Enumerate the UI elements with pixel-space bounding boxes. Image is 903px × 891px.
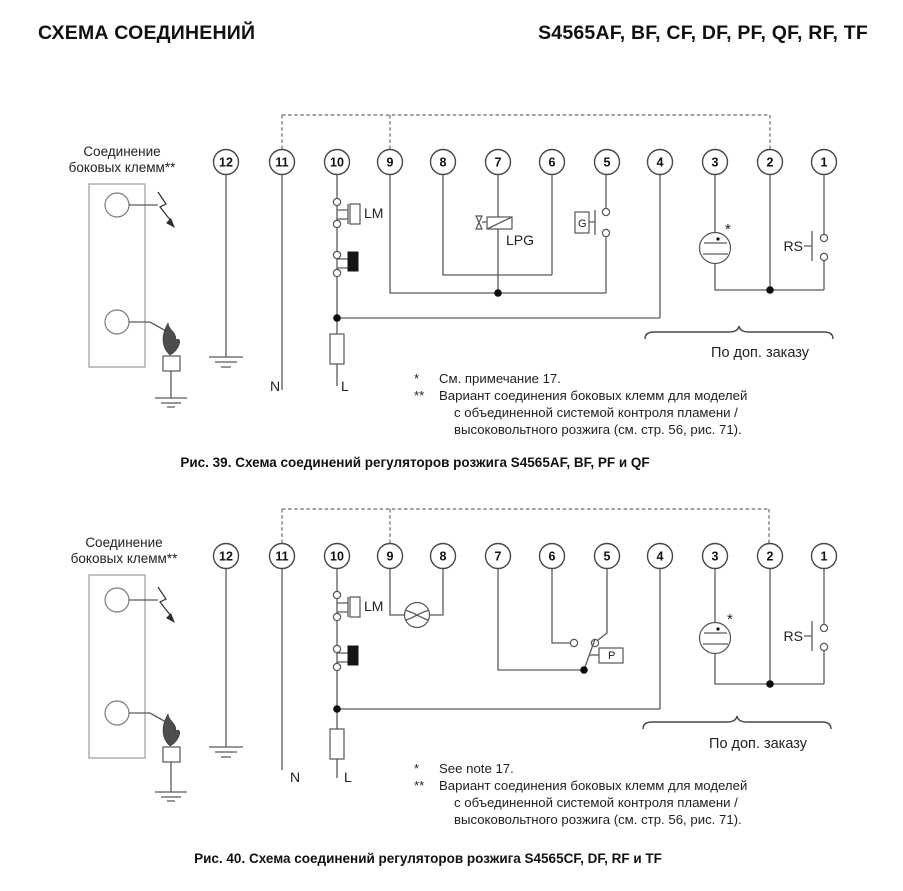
terminal-3 [703, 544, 728, 569]
optional-brace-40 [643, 716, 831, 752]
svg-text:RS: RS [783, 238, 803, 254]
svg-text:2: 2 [766, 155, 774, 170]
svg-text:1: 1 [820, 155, 828, 170]
svg-text:LM: LM [364, 598, 384, 614]
terminals-40 [214, 544, 837, 569]
svg-text:10: 10 [330, 155, 344, 170]
terminal-4 [648, 544, 673, 569]
svg-text:11: 11 [275, 155, 289, 170]
svg-text:11: 11 [275, 549, 289, 564]
spark-arrow-40 [158, 587, 175, 623]
svg-text:1: 1 [820, 549, 828, 564]
terminal-1 [812, 150, 837, 175]
terminal-2 [758, 150, 783, 175]
note-dstar-text: Вариант соединения боковых клемм для моделей с объединенной системой контроля пламени / высоковольтного розжига (см. стр. 56, рис. 71). [439, 778, 748, 827]
terminal-11 [270, 544, 295, 569]
svg-text:Соединение: Соединение [83, 144, 161, 159]
side-terminal-label-39 [69, 144, 176, 175]
svg-text:LPG: LPG [506, 232, 535, 248]
terminal-5 [595, 150, 620, 175]
terminal-3 [703, 150, 728, 175]
terminal-1 [812, 544, 837, 569]
svg-text:4: 4 [656, 155, 664, 170]
terminal-9 [378, 544, 403, 569]
limit-control-lm-39 [333, 198, 383, 227]
svg-text:6: 6 [548, 155, 556, 170]
ground-terminal12-40 [209, 747, 243, 757]
caption-fig39: Рис. 39. Схема соединений регуляторов розжига S4565AF, BF, PF и QF [180, 455, 650, 470]
terminal-5 [595, 544, 620, 569]
flame-icon [163, 714, 180, 746]
terminal-12 [214, 544, 239, 569]
note-star-mark: * [725, 221, 731, 238]
notes-fig40 [414, 760, 834, 828]
terminal-6 [540, 150, 565, 175]
svg-text:L: L [341, 378, 349, 394]
limit-control-lm-40 [333, 591, 383, 620]
terminal-2 [758, 544, 783, 569]
ground-terminal12-39 [209, 357, 243, 367]
svg-text:2: 2 [766, 549, 774, 564]
spark-arrow-39 [158, 192, 175, 228]
svg-text:8: 8 [439, 155, 447, 170]
pressure-switch-40 [570, 639, 623, 674]
diagram-fig40 [71, 509, 837, 801]
svg-text:12: 12 [219, 549, 233, 564]
side-terminal-box-39 [89, 184, 187, 407]
note-star: * [414, 761, 420, 776]
dashed-link-40 [282, 509, 769, 543]
terminal-7 [486, 544, 511, 569]
svg-text:3: 3 [711, 155, 719, 170]
note-star-mark: * [727, 611, 733, 628]
page-title: СХЕМА СОЕДИНЕНИЙ [38, 22, 256, 44]
svg-text:7: 7 [494, 549, 502, 564]
terminal-10 [325, 150, 350, 175]
svg-text:боковых клемм**: боковых клемм** [68, 160, 176, 175]
fuse-40 [290, 729, 352, 785]
terminal-6 [540, 544, 565, 569]
fan-symbol-40 [405, 603, 430, 628]
terminal-8 [431, 544, 456, 569]
note-star: * [414, 371, 420, 386]
svg-text:9: 9 [386, 549, 394, 564]
svg-text:N: N [290, 769, 301, 785]
svg-text:N: N [270, 378, 281, 394]
svg-text:LM: LM [364, 205, 384, 221]
dashed-link-39 [282, 115, 770, 149]
terminal-11 [270, 150, 295, 175]
g-button-39 [575, 208, 610, 236]
igniter-40 [700, 611, 734, 654]
diagram-fig39 [69, 115, 837, 407]
svg-text:4: 4 [656, 549, 664, 564]
svg-text:5: 5 [603, 155, 611, 170]
rs-button-39 [784, 231, 828, 261]
model-list-title: S4565AF, BF, CF, DF, PF, QF, RF, TF [538, 22, 868, 44]
svg-text:Соединение: Соединение [85, 535, 163, 550]
svg-text:10: 10 [330, 549, 344, 564]
svg-text:8: 8 [439, 549, 447, 564]
optional-brace-39 [645, 326, 833, 361]
svg-text:G: G [578, 218, 587, 230]
svg-text:боковых клемм**: боковых клемм** [70, 551, 178, 566]
flame-icon [163, 323, 180, 355]
terminal-4 [648, 150, 673, 175]
note-star-text: См. примечание 17. [439, 371, 561, 386]
note-dstar: ** [414, 778, 425, 793]
terminal-9 [378, 150, 403, 175]
svg-text:12: 12 [219, 155, 233, 170]
svg-text:По доп. заказу: По доп. заказу [709, 736, 807, 752]
terminal-8 [431, 150, 456, 175]
svg-text:P: P [608, 650, 616, 662]
note-dstar-text: Вариант соединения боковых клемм для моделей с объединенной системой контроля пламени / высоковольтного розжига (см. стр. 56, рис. 71). [439, 388, 748, 437]
svg-text:По доп. заказу: По доп. заказу [711, 345, 809, 361]
side-terminal-box-40 [89, 575, 187, 801]
svg-text:6: 6 [548, 549, 556, 564]
svg-text:L: L [344, 769, 352, 785]
svg-text:7: 7 [494, 155, 502, 170]
note-star-text: See note 17. [439, 761, 514, 776]
side-terminal-label-40 [71, 535, 178, 566]
terminals-39 [214, 150, 837, 175]
terminal-7 [486, 150, 511, 175]
terminal-10 [325, 544, 350, 569]
caption-fig40: Рис. 40. Схема соединений регуляторов розжига S4565CF, DF, RF и TF [194, 851, 662, 866]
svg-text:5: 5 [603, 549, 611, 564]
svg-text:9: 9 [386, 155, 394, 170]
svg-text:RS: RS [783, 628, 803, 644]
lpg-valve-39 [476, 216, 534, 248]
notes-fig39 [414, 370, 834, 438]
rs-button-40 [784, 621, 828, 651]
terminal-12 [214, 150, 239, 175]
svg-text:3: 3 [711, 549, 719, 564]
note-dstar: ** [414, 388, 425, 403]
